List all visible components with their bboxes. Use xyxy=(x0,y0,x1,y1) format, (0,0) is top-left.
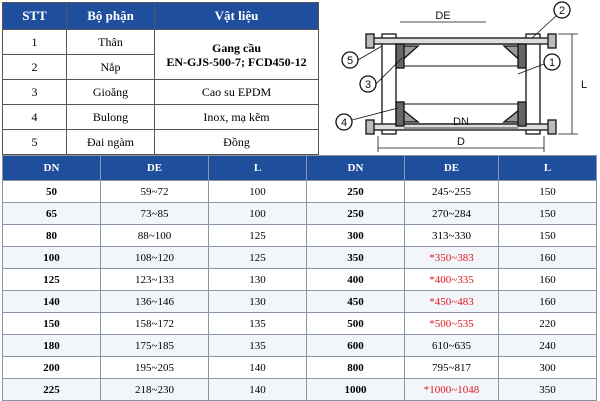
dimensions-body xyxy=(3,181,597,401)
row-material: Inox, mạ kẽm xyxy=(155,105,319,130)
l-cell: 150 xyxy=(499,225,597,247)
row-stt: 4 xyxy=(3,105,67,130)
de-cell: 175~185 xyxy=(101,335,209,357)
bolt-head-right-top xyxy=(548,34,556,48)
materials-row xyxy=(3,80,319,105)
dn-cell: 400 xyxy=(307,269,405,291)
de-cell: 270~284 xyxy=(405,203,499,225)
callout-4-text: 4 xyxy=(340,117,348,129)
row-material: Cao su EPDM xyxy=(155,80,319,105)
callout-2-text: 2 xyxy=(558,5,566,17)
bolt-head-right-bottom xyxy=(548,120,556,134)
label-l: L xyxy=(580,79,588,91)
dimensions-row xyxy=(3,357,597,379)
l-cell: 130 xyxy=(209,291,307,313)
dimensions-row xyxy=(3,225,597,247)
de-cell: 59~72 xyxy=(101,181,209,203)
row-part: Bulong xyxy=(67,105,155,130)
header-material: Vật liệu xyxy=(155,3,319,30)
dn-cell: 80 xyxy=(3,225,101,247)
end-ring-bottom-left xyxy=(396,102,404,126)
dimensions-row xyxy=(3,379,597,401)
l-cell: 125 xyxy=(209,225,307,247)
dimensions-row xyxy=(3,335,597,357)
dn-cell: 800 xyxy=(307,357,405,379)
l-cell: 140 xyxy=(209,357,307,379)
header-dn: DN xyxy=(3,156,101,181)
l-cell: 150 xyxy=(499,203,597,225)
l-cell: 100 xyxy=(209,181,307,203)
l-cell: 140 xyxy=(209,379,307,401)
row-stt: 1 xyxy=(3,30,67,55)
dimensions-row xyxy=(3,269,597,291)
l-cell: 160 xyxy=(499,247,597,269)
dimensions-row xyxy=(3,313,597,335)
materials-header-row xyxy=(3,3,319,30)
header-de: DE xyxy=(101,156,209,181)
merged-material-line1: Gang cầu xyxy=(211,40,261,55)
l-cell: 160 xyxy=(499,269,597,291)
de-cell: 245~255 xyxy=(405,181,499,203)
dn-cell: 50 xyxy=(3,181,101,203)
materials-row xyxy=(3,105,319,130)
right-flange xyxy=(526,34,540,134)
l-cell: 125 xyxy=(209,247,307,269)
dn-cell: 65 xyxy=(3,203,101,225)
label-de: DE xyxy=(435,10,451,22)
de-cell: *1000~1048 xyxy=(405,379,499,401)
dn-cell: 450 xyxy=(307,291,405,313)
dn-cell: 250 xyxy=(307,181,405,203)
de-cell: 88~100 xyxy=(101,225,209,247)
dn-cell: 1000 xyxy=(307,379,405,401)
materials-table xyxy=(2,2,319,155)
dimensions-row xyxy=(3,181,597,203)
dimensions-table xyxy=(2,155,597,401)
header-part: Bộ phận xyxy=(67,3,155,30)
dn-cell: 140 xyxy=(3,291,101,313)
row-material: Đồng xyxy=(155,130,319,155)
top-bolt xyxy=(372,38,550,44)
dn-cell: 500 xyxy=(307,313,405,335)
header-l: L xyxy=(209,156,307,181)
end-ring-bottom-right xyxy=(518,102,526,126)
l-cell: 220 xyxy=(499,313,597,335)
dn-cell: 180 xyxy=(3,335,101,357)
l-cell: 135 xyxy=(209,335,307,357)
de-cell: 136~146 xyxy=(101,291,209,313)
de-cell: 313~330 xyxy=(405,225,499,247)
row-stt: 5 xyxy=(3,130,67,155)
de-cell: 195~205 xyxy=(101,357,209,379)
l-cell: 100 xyxy=(209,203,307,225)
dn-cell: 100 xyxy=(3,247,101,269)
label-dn: DN xyxy=(453,116,469,128)
de-cell: *400~335 xyxy=(405,269,499,291)
de-cell: *450~483 xyxy=(405,291,499,313)
materials-row xyxy=(3,130,319,155)
end-ring-top-right xyxy=(518,44,526,68)
dimensions-row xyxy=(3,203,597,225)
l-cell: 130 xyxy=(209,269,307,291)
dimensions-row xyxy=(3,247,597,269)
row-stt: 3 xyxy=(3,80,67,105)
dn-cell: 600 xyxy=(307,335,405,357)
de-cell: *350~383 xyxy=(405,247,499,269)
header-stt: STT xyxy=(3,3,67,30)
dn-cell: 225 xyxy=(3,379,101,401)
row-stt: 2 xyxy=(3,55,67,80)
l-cell: 350 xyxy=(499,379,597,401)
row-part: Đai ngàm xyxy=(67,130,155,155)
callout-1-text: 1 xyxy=(548,57,556,69)
dn-cell: 125 xyxy=(3,269,101,291)
header-dn: DN xyxy=(307,156,405,181)
row-part: Nắp xyxy=(67,55,155,80)
dn-cell: 200 xyxy=(3,357,101,379)
dn-cell: 250 xyxy=(307,203,405,225)
de-cell: 73~85 xyxy=(101,203,209,225)
callout-5-text: 5 xyxy=(346,55,354,67)
dn-cell: 150 xyxy=(3,313,101,335)
l-cell: 240 xyxy=(499,335,597,357)
header-de: DE xyxy=(405,156,499,181)
de-cell: *500~535 xyxy=(405,313,499,335)
bolt-head-left-bottom xyxy=(366,120,374,134)
dn-cell: 350 xyxy=(307,247,405,269)
header-l: L xyxy=(499,156,597,181)
de-cell: 108~120 xyxy=(101,247,209,269)
dn-cell: 300 xyxy=(307,225,405,247)
body-outline xyxy=(396,44,526,124)
dimensions-header-row xyxy=(3,156,597,181)
l-cell: 150 xyxy=(499,181,597,203)
end-ring-top-left xyxy=(396,44,404,68)
de-cell: 610~635 xyxy=(405,335,499,357)
l-cell: 135 xyxy=(209,313,307,335)
de-cell: 218~230 xyxy=(101,379,209,401)
l-cell: 160 xyxy=(499,291,597,313)
l-cell: 300 xyxy=(499,357,597,379)
row-part: Thân xyxy=(67,30,155,55)
dimensions-row xyxy=(3,291,597,313)
left-flange xyxy=(382,34,396,134)
de-cell: 158~172 xyxy=(101,313,209,335)
label-d: D xyxy=(457,136,465,148)
bolt-head-left-top xyxy=(366,34,374,48)
merged-material-cell xyxy=(155,30,319,80)
coupling-cross-section-diagram xyxy=(322,0,600,154)
row-part: Gioăng xyxy=(67,80,155,105)
pipe-walls xyxy=(396,66,526,104)
de-cell: 795~817 xyxy=(405,357,499,379)
merged-material-line2: EN-GJS-500-7; FCD450-12 xyxy=(166,54,307,69)
de-cell: 123~133 xyxy=(101,269,209,291)
materials-row xyxy=(3,30,319,55)
callout-3-text: 3 xyxy=(364,79,372,91)
